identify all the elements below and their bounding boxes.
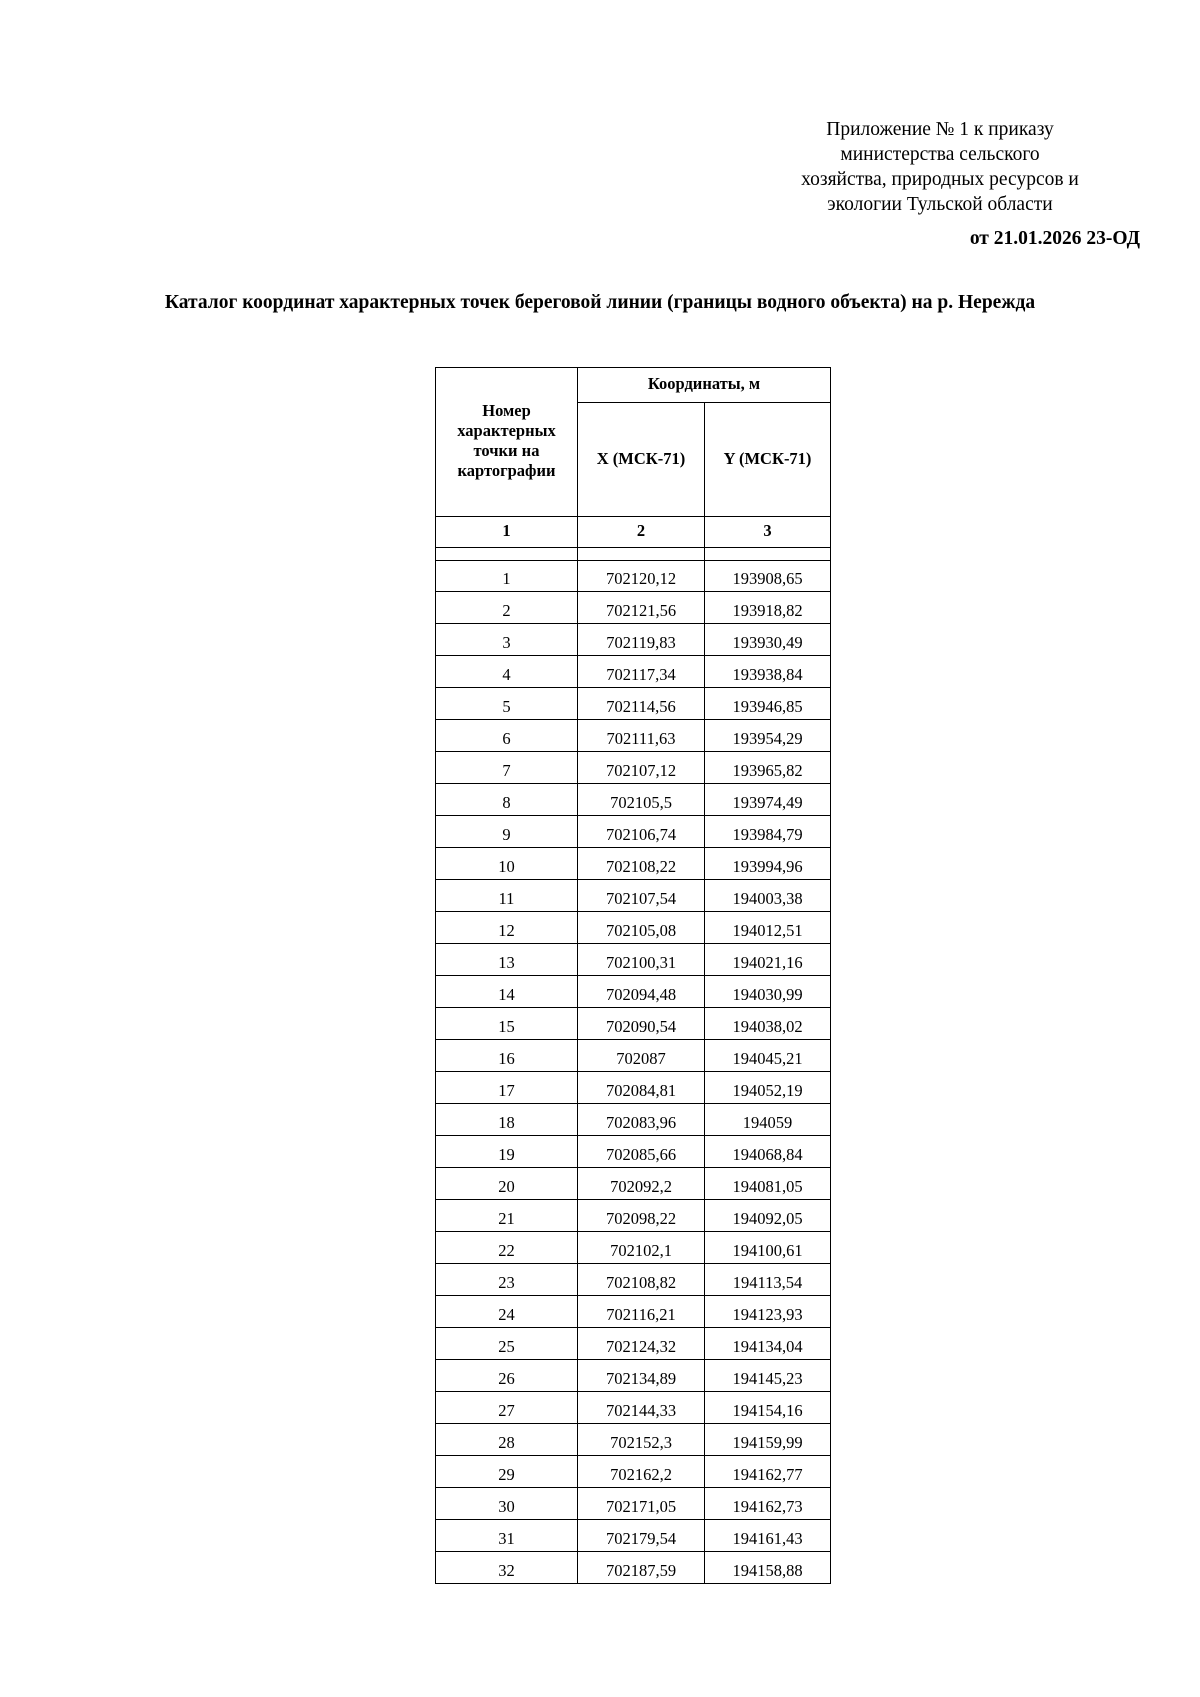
y-coordinate-cell: 194003,38 — [705, 880, 831, 912]
table-row — [436, 1136, 831, 1168]
y-coordinate-cell: 194159,99 — [705, 1424, 831, 1456]
y-coordinate-cell: 194134,04 — [705, 1328, 831, 1360]
x-coordinate-cell: 702090,54 — [578, 1008, 705, 1040]
table-row — [436, 1296, 831, 1328]
y-coordinate-cell: 193974,49 — [705, 784, 831, 816]
y-coordinate-cell: 193994,96 — [705, 848, 831, 880]
x-coordinate-cell: 702111,63 — [578, 720, 705, 752]
y-coordinate-cell: 194162,77 — [705, 1456, 831, 1488]
appendix-line: хозяйства, природных ресурсов и — [801, 169, 1079, 190]
x-coordinate-cell: 702116,21 — [578, 1296, 705, 1328]
y-coordinate-cell: 193930,49 — [705, 624, 831, 656]
y-coordinate-cell: 194113,54 — [705, 1264, 831, 1296]
order-reference — [760, 228, 1140, 250]
order-date-number: от 21.01.2026 23-ОД — [969, 228, 1140, 249]
table-row — [436, 1424, 831, 1456]
point-number-cell: 30 — [436, 1488, 578, 1520]
x-coordinate-cell: 702152,3 — [578, 1424, 705, 1456]
column-number: 3 — [705, 517, 831, 548]
x-coordinate-cell: 702085,66 — [578, 1136, 705, 1168]
column-number: 1 — [436, 517, 578, 548]
y-coordinate-cell: 194030,99 — [705, 976, 831, 1008]
point-number-cell: 15 — [436, 1008, 578, 1040]
x-coordinate-cell: 702120,12 — [578, 561, 705, 592]
table-row — [436, 1328, 831, 1360]
table-row — [436, 1360, 831, 1392]
y-coordinate-cell: 194145,23 — [705, 1360, 831, 1392]
x-coordinate-cell: 702084,81 — [578, 1072, 705, 1104]
x-coordinate-cell: 702121,56 — [578, 592, 705, 624]
point-number-cell: 8 — [436, 784, 578, 816]
point-number-cell: 3 — [436, 624, 578, 656]
table-row — [436, 880, 831, 912]
point-number-cell: 28 — [436, 1424, 578, 1456]
x-coordinate-cell: 702106,74 — [578, 816, 705, 848]
y-coordinate-cell: 194059 — [705, 1104, 831, 1136]
table-row — [436, 1264, 831, 1296]
x-coordinate-cell: 702108,22 — [578, 848, 705, 880]
table-row — [436, 592, 831, 624]
header-y-coordinate: Y (МСК-71) — [705, 403, 831, 517]
point-number-cell: 23 — [436, 1264, 578, 1296]
header-coordinates: Координаты, м — [578, 368, 831, 403]
x-coordinate-cell: 702124,32 — [578, 1328, 705, 1360]
x-coordinate-cell: 702105,5 — [578, 784, 705, 816]
x-coordinate-cell: 702144,33 — [578, 1392, 705, 1424]
y-coordinate-cell: 194081,05 — [705, 1168, 831, 1200]
table-row — [436, 1392, 831, 1424]
y-coordinate-cell: 194161,43 — [705, 1520, 831, 1552]
x-coordinate-cell: 702117,34 — [578, 656, 705, 688]
appendix-line: Приложение № 1 к приказу — [826, 119, 1054, 140]
appendix-line: министерства сельского — [840, 144, 1040, 165]
point-number-cell: 22 — [436, 1232, 578, 1264]
point-number-cell: 19 — [436, 1136, 578, 1168]
spacer-cell — [436, 548, 578, 561]
y-coordinate-cell: 194092,05 — [705, 1200, 831, 1232]
y-coordinate-cell: 193908,65 — [705, 561, 831, 592]
y-coordinate-cell: 194162,73 — [705, 1488, 831, 1520]
table-row — [436, 912, 831, 944]
point-number-cell: 17 — [436, 1072, 578, 1104]
point-number-cell: 1 — [436, 561, 578, 592]
y-coordinate-cell: 193954,29 — [705, 720, 831, 752]
y-coordinate-cell: 194021,16 — [705, 944, 831, 976]
x-coordinate-cell: 702102,1 — [578, 1232, 705, 1264]
y-coordinate-cell: 193946,85 — [705, 688, 831, 720]
point-number-cell: 20 — [436, 1168, 578, 1200]
table-row — [436, 688, 831, 720]
appendix-line: экологии Тульской области — [827, 194, 1053, 215]
point-number-cell: 10 — [436, 848, 578, 880]
coordinates-table — [435, 367, 831, 1584]
document-title: Каталог координат характерных точек береговой линии (границы водного объекта) на р. Нережда — [164, 292, 1036, 313]
table-row — [436, 624, 831, 656]
table-body — [436, 548, 831, 1584]
point-number-cell: 32 — [436, 1552, 578, 1584]
table-row — [436, 1200, 831, 1232]
point-number-cell: 13 — [436, 944, 578, 976]
point-number-cell: 16 — [436, 1040, 578, 1072]
table-row — [436, 1488, 831, 1520]
point-number-cell: 12 — [436, 912, 578, 944]
x-coordinate-cell: 702100,31 — [578, 944, 705, 976]
point-number-cell: 2 — [436, 592, 578, 624]
table-row — [436, 1072, 831, 1104]
x-coordinate-cell: 702094,48 — [578, 976, 705, 1008]
x-coordinate-cell: 702179,54 — [578, 1520, 705, 1552]
x-coordinate-cell: 702083,96 — [578, 1104, 705, 1136]
table-row — [436, 561, 831, 592]
point-number-cell: 9 — [436, 816, 578, 848]
x-coordinate-cell: 702134,89 — [578, 1360, 705, 1392]
point-number-cell: 11 — [436, 880, 578, 912]
y-coordinate-cell: 194012,51 — [705, 912, 831, 944]
table-row — [436, 976, 831, 1008]
x-coordinate-cell: 702098,22 — [578, 1200, 705, 1232]
column-number: 2 — [578, 517, 705, 548]
table-row — [436, 784, 831, 816]
x-coordinate-cell: 702107,54 — [578, 880, 705, 912]
table-row — [436, 1104, 831, 1136]
table-row — [436, 656, 831, 688]
table-row — [436, 1552, 831, 1584]
point-number-cell: 24 — [436, 1296, 578, 1328]
y-coordinate-cell: 193984,79 — [705, 816, 831, 848]
point-number-cell: 29 — [436, 1456, 578, 1488]
table-row — [436, 816, 831, 848]
point-number-cell: 21 — [436, 1200, 578, 1232]
header-x-coordinate: X (МСК-71) — [578, 403, 705, 517]
x-coordinate-cell: 702087 — [578, 1040, 705, 1072]
y-coordinate-cell: 194158,88 — [705, 1552, 831, 1584]
y-coordinate-cell: 193918,82 — [705, 592, 831, 624]
table-row — [436, 1232, 831, 1264]
y-coordinate-cell: 194154,16 — [705, 1392, 831, 1424]
appendix-header — [760, 117, 1120, 217]
point-number-cell: 4 — [436, 656, 578, 688]
x-coordinate-cell: 702171,05 — [578, 1488, 705, 1520]
x-coordinate-cell: 702119,83 — [578, 624, 705, 656]
header-point-number: Номер характерных точки на картографии — [436, 368, 578, 517]
spacer-cell — [705, 548, 831, 561]
x-coordinate-cell: 702108,82 — [578, 1264, 705, 1296]
spacer-row — [436, 548, 831, 561]
x-coordinate-cell: 702092,2 — [578, 1168, 705, 1200]
point-number-cell: 25 — [436, 1328, 578, 1360]
y-coordinate-cell: 194123,93 — [705, 1296, 831, 1328]
table-row — [436, 1520, 831, 1552]
y-coordinate-cell: 193965,82 — [705, 752, 831, 784]
x-coordinate-cell: 702105,08 — [578, 912, 705, 944]
table-row — [436, 720, 831, 752]
y-coordinate-cell: 194038,02 — [705, 1008, 831, 1040]
table-row — [436, 848, 831, 880]
table-row — [436, 1008, 831, 1040]
y-coordinate-cell: 194068,84 — [705, 1136, 831, 1168]
x-coordinate-cell: 702187,59 — [578, 1552, 705, 1584]
y-coordinate-cell: 193938,84 — [705, 656, 831, 688]
point-number-cell: 14 — [436, 976, 578, 1008]
y-coordinate-cell: 194100,61 — [705, 1232, 831, 1264]
spacer-cell — [578, 548, 705, 561]
point-number-cell: 7 — [436, 752, 578, 784]
point-number-cell: 18 — [436, 1104, 578, 1136]
x-coordinate-cell: 702114,56 — [578, 688, 705, 720]
table-row — [436, 1168, 831, 1200]
x-coordinate-cell: 702107,12 — [578, 752, 705, 784]
point-number-cell: 26 — [436, 1360, 578, 1392]
table-row — [436, 944, 831, 976]
point-number-cell: 27 — [436, 1392, 578, 1424]
point-number-cell: 31 — [436, 1520, 578, 1552]
y-coordinate-cell: 194052,19 — [705, 1072, 831, 1104]
y-coordinate-cell: 194045,21 — [705, 1040, 831, 1072]
table-row — [436, 1040, 831, 1072]
point-number-cell: 6 — [436, 720, 578, 752]
point-number-cell: 5 — [436, 688, 578, 720]
table-row — [436, 1456, 831, 1488]
table-row — [436, 752, 831, 784]
x-coordinate-cell: 702162,2 — [578, 1456, 705, 1488]
